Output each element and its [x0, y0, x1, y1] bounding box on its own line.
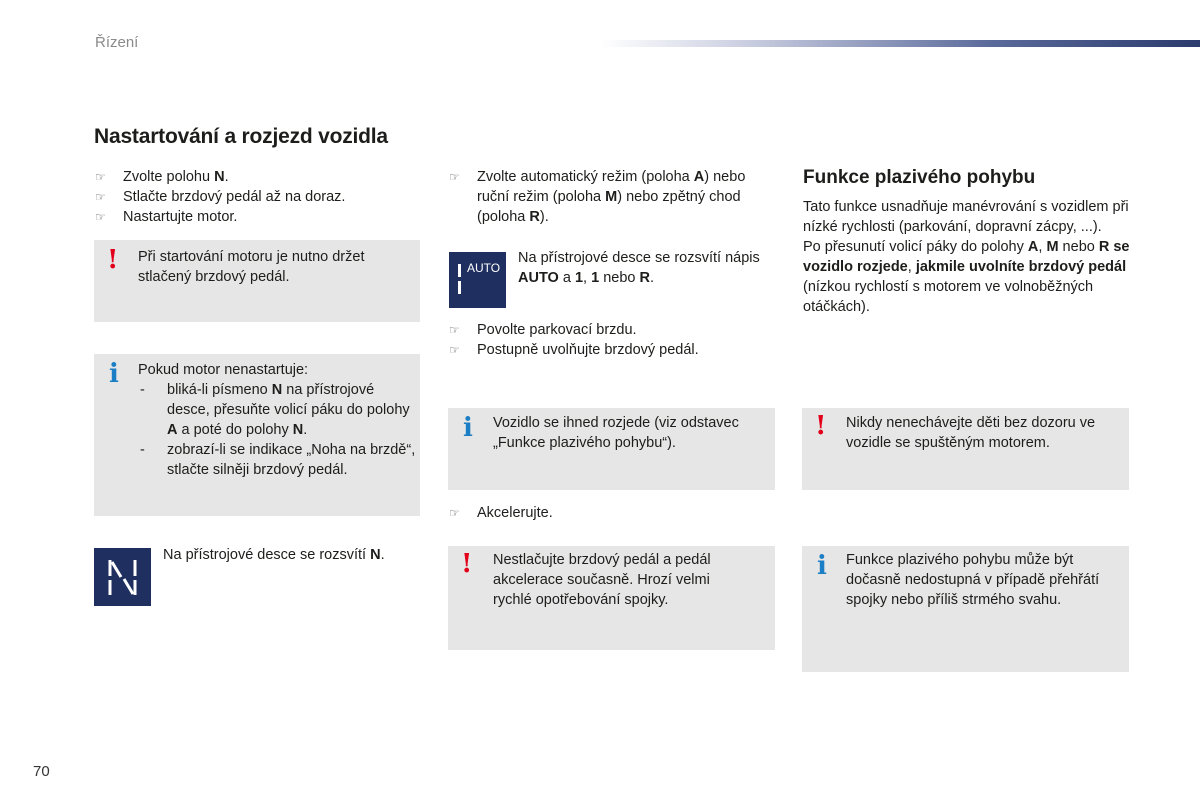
indicator-bar [458, 281, 461, 294]
pointing-hand-icon: ☞ [95, 170, 106, 184]
step-item: ☞ Postupně uvolňujte brzdový pedál. [449, 342, 699, 358]
n-indicator-text: Na přístrojové desce se rozsvítí N. [163, 547, 385, 563]
col2-steps-3 [449, 503, 779, 523]
warning-text: Při startování motoru je nutno držet stlačený brzdový pedál. [138, 249, 365, 285]
step-item: ☞ Akcelerujte. [449, 505, 553, 521]
col1-steps [95, 167, 415, 227]
n-letter-icon [94, 548, 151, 606]
pointing-hand-icon: ☞ [449, 170, 460, 184]
info-icon: i [463, 413, 473, 443]
pointing-hand-icon: ☞ [449, 506, 460, 520]
step-item: ☞ Nastartujte motor. [95, 209, 238, 225]
creep-description: Tato funkce usnadňuje manévrování s vozidlem při nízké rychlosti (parkování, dopravní zácpy, ...). Po přesunutí volicí páky do polohy A, M nebo R se vozidlo rozjede, jakmile uvolníte brzdový pedál (nízkou rychlostí s motorem ve volnoběžných otáčkách). [803, 199, 1130, 315]
auto-indicator-text: Na přístrojové desce se rozsvítí nápis AUTO a 1, 1 nebo R. [518, 250, 760, 286]
list-item: - bliká-li písmeno N na přístrojové desce, přesuňte volicí páku do polohy A a poté do polohy N. [138, 380, 418, 440]
info-box [94, 354, 420, 516]
info-text: Pokud motor nenastartuje: - bliká-li písmeno N na přístrojové desce, přesuňte volicí páku do polohy A a poté do polohy N. - zobrazí-li se indikace „Noha na brzdě“, stlačte silněji brzdový pedál. [138, 360, 418, 480]
pointing-hand-icon: ☞ [449, 323, 460, 337]
info-box [802, 546, 1129, 672]
section-label: Řízení [95, 34, 139, 51]
page-number: 70 [33, 763, 50, 780]
auto-label: AUTO [467, 261, 501, 275]
pointing-hand-icon: ☞ [449, 343, 460, 357]
warning-text: Nestlačujte brzdový pedál a pedál akcelerace současně. Hrozí velmi rychlé opotřebování spojky. [493, 552, 711, 608]
step-item: ☞ Zvolte automatický režim (poloha A) nebo ruční režim (poloha M) nebo zpětný chod (poloha R). [449, 169, 746, 225]
info-box [448, 408, 775, 490]
step-item: ☞ Povolte parkovací brzdu. [449, 322, 637, 338]
pointing-hand-icon: ☞ [95, 190, 106, 204]
warning-box [94, 240, 420, 322]
section-subtitle: Funkce plazivého pohybu [803, 167, 1036, 188]
list-item: - zobrazí-li se indikace „Noha na brzdě“, stlačte silněji brzdový pedál. [138, 440, 418, 480]
step-item: ☞ Zvolte polohu N. [95, 169, 229, 185]
indicator-bar [458, 264, 461, 277]
warning-box [448, 546, 775, 650]
info-icon: i [817, 551, 827, 581]
info-icon: i [109, 359, 119, 389]
col2-steps-2 [449, 320, 779, 360]
pointing-hand-icon: ☞ [95, 210, 106, 224]
info-text: Vozidlo se ihned rozjede (viz odstavec „Funkce plazivého pohybu“). [493, 415, 739, 451]
exclamation-icon: ! [107, 245, 119, 275]
header-gradient-bar [600, 40, 1200, 47]
warning-text: Nikdy nenechávejte děti bez dozoru ve vozidle se spuštěným motorem. [846, 415, 1096, 451]
info-text: Funkce plazivého pohybu může být dočasně nedostupná v případě přehřátí spojky nebo příliš strmého svahu. [846, 552, 1100, 608]
col2-steps [449, 167, 779, 227]
step-item: ☞ Stlačte brzdový pedál až na doraz. [95, 189, 346, 205]
page-title: Nastartování a rozjezd vozidla [94, 125, 388, 148]
auto-indicator-icon [449, 252, 506, 308]
exclamation-icon: ! [815, 411, 827, 441]
exclamation-icon: ! [461, 549, 473, 579]
n-indicator-icon [94, 548, 151, 606]
warning-box [802, 408, 1129, 490]
